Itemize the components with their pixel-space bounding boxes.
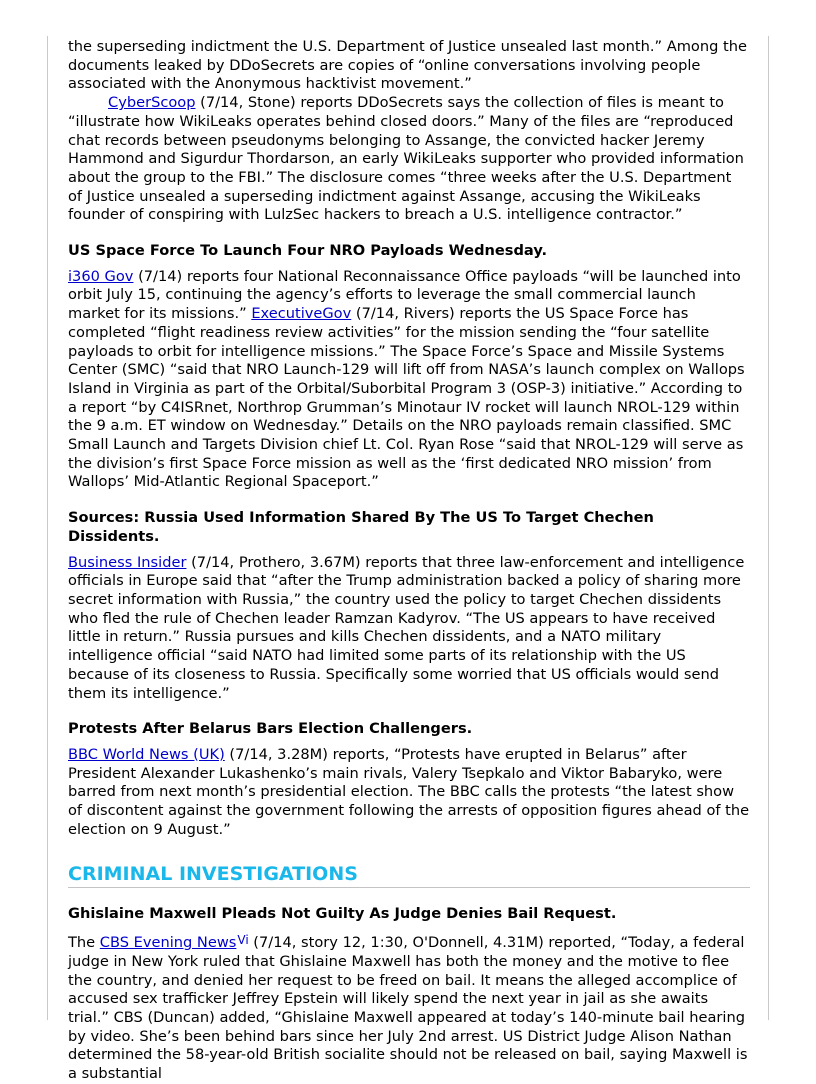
cyberscoop-paragraph [68, 94, 750, 225]
section-heading-criminal-investigations: CRIMINAL INVESTIGATIONS [68, 863, 750, 888]
russia-text: (7/14, Prothero, 3.67M) reports that three law-enforcement and intelligence officials in Europe said that “after the Trump administration backed a policy of sharing more secret information with Russia,” the country used the policy to target Chechen dissidents who fled the rule of Chechen leader Ramzan Kadyrov. “The US appears to have received little in return.” Russia pursues and kills Chechen dissidents, and a NATO military intelligence official “said NATO had limited some parts of its relationship with the US because of its closeness to Russia. Specifically some worried that US officials would send them its intelligence.” [68, 553, 745, 702]
space-force-text-2: (7/14, Rivers) reports the US Space Force has completed “flight readiness review activities” for the mission sending the “four satellite payloads to orbit for intelligence missions.” The Space Force’s Space and Missile Systems Center (SMC) “said that NRO Launch-129 will lift off from NASA’s launch complex on Wallops Island in Virginia as part of the Orbital/Suborbital Program 3 (OSP-3) initiative.” According to a report “by C4ISRnet, Northrop Grumman’s Minotaur IV rocket will launch NROL-129 within the 9 a.m. ET window on Wednesday.” Details on the NRO payloads remain classified. SMC Small Launch and Targets Division chief Lt. Col. Ryan Rose “said that NROL-129 will serve as the division’s first Space Force mission as well as the ‘first dedicated NRO mission’ from Wallops’ Mid-Atlantic Regional Spaceport.” [68, 305, 745, 491]
cyberscoop-link[interactable]: CyberScoop [108, 94, 196, 112]
i360gov-link[interactable]: i360 Gov [68, 267, 134, 285]
cyberscoop-text: (7/14, Stone) reports DDoSecrets says the collection of files is meant to “illustrate how WikiLeaks operates behind closed doors.” Many of the files are “reproduced chat records between pseudonyms belonging to Assange, the convicted hacker Jeremy Hammond and Sigurdur Thordarson, an early WikiLeaks supporter who provided information about the group to the FBI.” The disclosure comes “three weeks after the U.S. Department of Justice unsealed a superseding indictment against Assange, accusing the WikiLeaks founder of conspiring with LulzSec hackers to breach a U.S. intelligence contractor.” [68, 94, 744, 224]
space-force-text-1: (7/14) reports four National Reconnaissance Office payloads “will be launched into orbit July 15, continuing the agency’s efforts to leverage the small commercial launch market for its missions.” [68, 267, 741, 323]
newsletter-body [68, 38, 750, 1084]
executivegov-link[interactable]: ExecutiveGov [251, 305, 352, 323]
right-margin-rule [768, 36, 769, 1020]
article-continued-paragraph: the superseding indictment the U.S. Department of Justice unsealed last month.” Among the documents leaked by DDoSecrets are copies of “online conversations involving people associated with the Anonymous hacktivist movement.” [68, 38, 747, 93]
belarus-headline: Protests After Belarus Bars Election Challengers. [68, 720, 473, 738]
bbc-world-news-link[interactable]: BBC World News (UK) [68, 745, 225, 763]
maxwell-text: (7/14, story 12, 1:30, O'Donnell, 4.31M) reported, “Today, a federal judge in New York ruled that Ghislaine Maxwell has both the money and the motive to flee the country, and denied her request to be freed on bail. It means the alleged accomplice of accused sex trafficker Jeffrey Epstein will likely spend the next year in jail as she awaits trial.” CBS (Duncan) added, “Ghislaine Maxwell appeared at today’s 140-minute bail hearing by video. She’s been behind bars since her July 2nd arrest. US District Judge Alison Nathan determined the 58-year-old British socialite should not be released on bail, saying Maxwell is a substantial [68, 934, 748, 1083]
business-insider-link[interactable]: Business Insider [68, 553, 187, 571]
maxwell-prefix: The [68, 934, 100, 952]
cbs-evening-news-link[interactable]: CBS Evening News [99, 934, 237, 952]
maxwell-paragraph [68, 931, 750, 1084]
russia-paragraph [68, 554, 750, 704]
belarus-paragraph [68, 746, 750, 840]
space-force-headline: US Space Force To Launch Four NRO Payloads Wednesday. [68, 242, 548, 260]
video-badge-icon[interactable]: Vi [237, 933, 249, 948]
maxwell-headline: Ghislaine Maxwell Pleads Not Guilty As Judge Denies Bail Request. [68, 905, 617, 923]
russia-headline: Sources: Russia Used Information Shared By The US To Target Chechen Dissidents. [68, 509, 654, 545]
left-margin-rule [47, 36, 48, 1020]
space-force-paragraph [68, 268, 750, 492]
belarus-text: (7/14, 3.28M) reports, “Protests have erupted in Belarus” after President Alexander Lukashenko’s main rivals, Valery Tsepkalo and Viktor Babaryko, were barred from next month’s presidential election. The BBC calls the protests “the latest show of discontent against the government following the arrests of opposition figures ahead of the election on 9 August.” [68, 745, 750, 838]
